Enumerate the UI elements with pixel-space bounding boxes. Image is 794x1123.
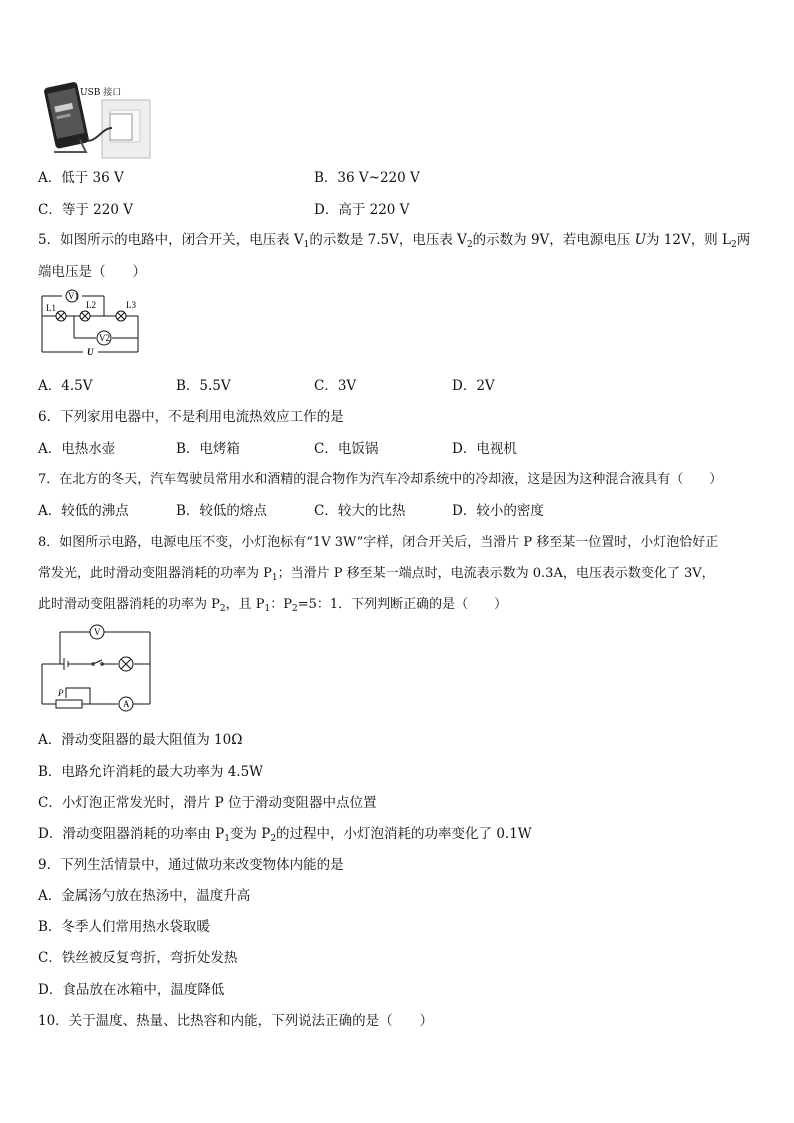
q5-label-l2: L2 [86, 300, 96, 310]
q7-option-d: D．较小的密度 [452, 503, 544, 519]
q9-option-b: B．冬季人们常用热水袋取暖 [38, 919, 210, 935]
q5-option-d: D．2V [452, 378, 495, 394]
q7-option-b: B．较低的熔点 [176, 503, 267, 519]
q9-option-a: A．金属汤勺放在热汤中，温度升高 [38, 888, 251, 904]
q8-stem-line1: 8．如图所示电路，电源电压不变，小灯泡标有“1V 3W”字样，闭合开关后，当滑片 P 移至某一位置时，小灯泡恰好正 [38, 535, 719, 550]
q8-label-v: V [94, 627, 101, 637]
q7-option-c: C．较大的比热 [314, 503, 406, 519]
q5-label-u: U [87, 347, 94, 357]
q4-option-d: D．高于 220 V [314, 202, 410, 218]
q5-stem-line1: 5．如图所示的电路中，闭合开关，电压表 $V_1$的示数是 7.5V，电压表 $V_2$的示数为 9V，若电源电压 U为 12V，则 $L_2$两 [38, 232, 751, 250]
rheostat-symbol [56, 700, 82, 708]
q5-option-c: C．3V [314, 378, 357, 394]
q4-option-b: B．36 V~220 V [314, 170, 420, 186]
q6-option-c: C．电饭锅 [314, 441, 379, 457]
q6-option-b: B．电烤箱 [176, 441, 240, 457]
q8-stem-line2: 常发光，此时滑动变阻器消耗的功率为 $P_1$；当滑片 P 移至某一端点时，电流表示数为 0.3A，电压表示数变化了 3V， [38, 566, 715, 583]
q8-option-c: C．小灯泡正常发光时，滑片 P 位于滑动变阻器中点位置 [38, 795, 377, 811]
q5-circuit-figure [38, 286, 144, 360]
q9-stem: 9．下列生活情景中，通过做功来改变物体内能的是 [38, 857, 344, 873]
q5-label-l1: L1 [46, 303, 56, 313]
q5-option-a: A．4.5V [38, 378, 93, 394]
q8-stem-line3: 此时滑动变阻器消耗的功率为 $P_2$，且 $P_1$：$P_2=5$：1．下列判断正确的是（ ） [38, 597, 508, 614]
q5-label-v2: V2 [99, 333, 110, 343]
q8-option-b: B．电路允许消耗的最大功率为 4.5W [38, 764, 264, 780]
q8-option-a: A．滑动变阻器的最大阻值为 10Ω [38, 732, 243, 748]
q7-stem: 7．在北方的冬天，汽车驾驶员常用水和酒精的混合物作为汽车冷却系统中的冷却液，这是因为这种混合液具有（ ） [38, 472, 723, 487]
q10-stem: 10．关于温度、热量、比热容和内能，下列说法正确的是（ ） [38, 1013, 434, 1029]
q8-label-a: A [123, 699, 130, 709]
q5-label-l3: L3 [126, 300, 136, 310]
q6-option-d: D．电视机 [452, 441, 517, 457]
usb-port-label: USB 接口 [80, 88, 122, 98]
q8-circuit-figure [38, 624, 158, 714]
q8-label-p: P [58, 688, 64, 698]
q5-option-b: B．5.5V [176, 378, 231, 394]
usb-charger-figure [40, 78, 152, 160]
q8-option-d: D．滑动变阻器消耗的功率由 $P_1$变为 $P_2$的过程中，小灯泡消耗的功率变化了 0.1W [38, 826, 532, 844]
q8-circuit-diagram [38, 624, 158, 714]
q5-stem-line2: 端电压是（ ） [38, 264, 146, 280]
q6-stem: 6．下列家用电器中，不是利用电流热效应工作的是 [38, 409, 344, 425]
q4-option-c: C．等于 220 V [38, 202, 133, 218]
q5-circuit-diagram [38, 286, 144, 360]
q5-label-v1: V1 [68, 291, 79, 301]
q9-option-c: C．铁丝被反复弯折，弯折处发热 [38, 950, 238, 966]
q4-option-a: A．低于 36 V [38, 170, 124, 186]
q6-option-a: A．电热水壶 [38, 441, 116, 457]
q9-option-d: D．食品放在冰箱中，温度降低 [38, 982, 225, 998]
q7-option-a: A．较低的沸点 [38, 503, 129, 519]
